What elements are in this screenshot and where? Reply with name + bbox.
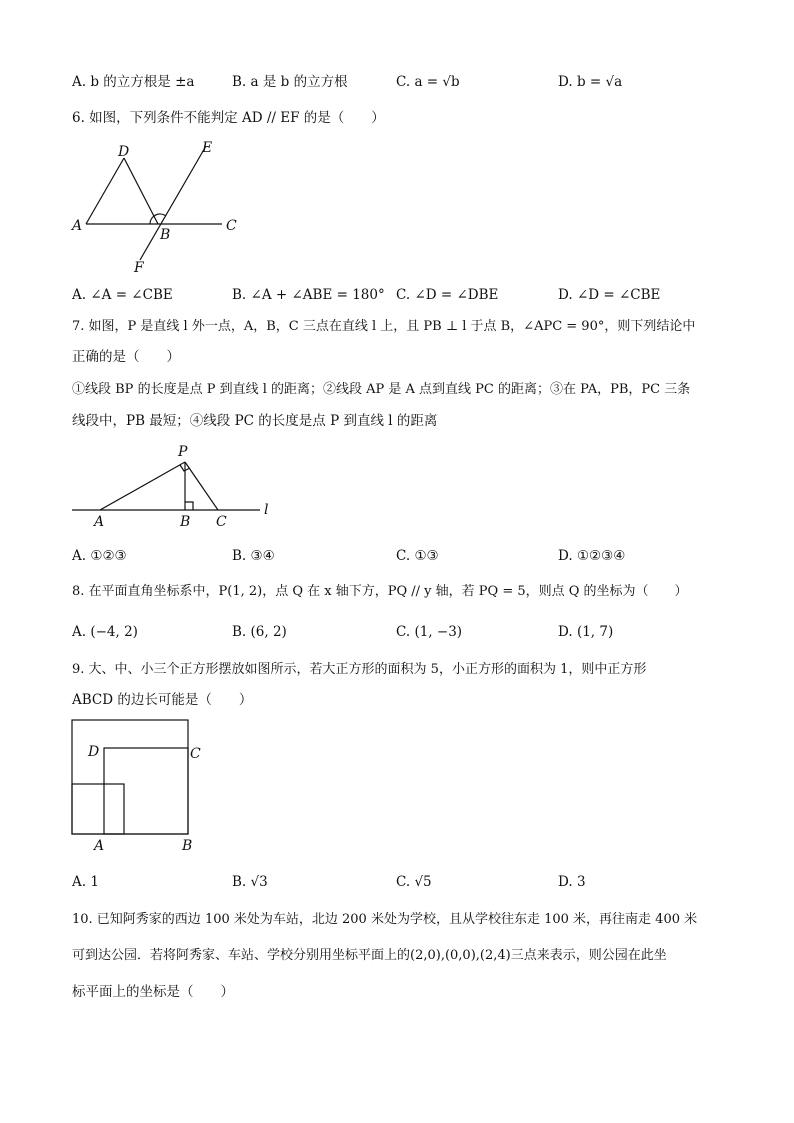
q9-figure (66, 716, 216, 856)
q6-option-b: B. ∠A + ∠ABE = 180° (232, 287, 385, 303)
q5-option-b: B. a 是 b 的立方根 (232, 74, 348, 90)
q7-option-c: C. ①③ (396, 548, 439, 564)
q8-stem: 8. 在平面直角坐标系中，P(1, 2)，点 Q 在 x 轴下方，PQ // y 轴，若 PQ = 5，则点 Q 的坐标为（ ） (72, 584, 688, 599)
q7-stem-line1: 7. 如图，P 是直线 l 外一点，A，B，C 三点在直线 l 上，且 PB ⊥ l 于点 B，∠APC = 90°，则下列结论中 (72, 319, 696, 334)
q6-label-f: F (134, 260, 144, 276)
q9-option-b: B. √3 (232, 874, 268, 890)
q5-option-c: C. a = √b (396, 74, 460, 90)
q10-stem-line2: 可到达公园．若将阿秀家、车站、学校分别用坐标平面上的(2,0),(0,0),(2,4)三点来表示，则公园在此坐 (72, 948, 667, 963)
q7-label-c: C (216, 514, 227, 530)
q7-right-angle-b (185, 502, 193, 510)
q6-label-b: B (160, 227, 171, 243)
q7-line-pc (185, 462, 218, 510)
q7-stem-line4: 线段中，PB 最短；④线段 PC 的长度是点 P 到直线 l 的距离 (72, 413, 438, 429)
q9-label-d: D (88, 744, 100, 760)
q9-option-a: A. 1 (72, 874, 99, 890)
q6-line-db (124, 158, 158, 224)
q5-option-d: D. b = √a (558, 74, 623, 90)
q9-stem-line1: 9. 大、中、小三个正方形摆放如图所示，若大正方形的面积为 5，小正方形的面积为 1，则中正方形 (72, 662, 647, 677)
q10-stem-line3: 标平面上的坐标是（ ） (72, 984, 234, 1000)
q6-option-d: D. ∠D = ∠CBE (558, 287, 661, 303)
q10-stem-line1: 10. 已知阿秀家的西边 100 米处为车站，北边 200 米处为学校，且从学校往东走 100 米，再往南走 400 米 (72, 912, 698, 927)
q9-label-c: C (190, 746, 201, 762)
q8-option-d: D. (1, 7) (558, 624, 614, 640)
q8-option-c: C. (1, −3) (396, 624, 463, 640)
q6-option-c: C. ∠D = ∠DBE (396, 287, 499, 303)
q9-option-d: D. 3 (558, 874, 586, 890)
q8-option-a: A. (−4, 2) (72, 624, 138, 640)
q7-option-b: B. ③④ (232, 548, 275, 564)
q9-small-square (72, 784, 124, 834)
q7-option-a: A. ①②③ (72, 548, 127, 564)
q7-line-ap (100, 462, 185, 510)
q6-label-c: C (226, 218, 237, 234)
q6-label-a: A (72, 218, 83, 234)
q7-label-l: l (264, 502, 269, 518)
q9-big-square (72, 720, 188, 834)
q7-label-b: B (180, 514, 191, 530)
q7-stem-line2: 正确的是（ ） (72, 349, 180, 365)
q7-option-d: D. ①②③④ (558, 548, 626, 564)
q6-label-e: E (202, 140, 213, 156)
q7-stem-line3: ①线段 BP 的长度是点 P 到直线 l 的距离；②线段 AP 是 A 点到直线 PC 的距离；③在 PA，PB，PC 三条 (72, 382, 691, 397)
q9-option-c: C. √5 (396, 874, 432, 890)
q5-option-a: A. b 的立方根是 ±a (72, 74, 195, 90)
q6-option-a: A. ∠A = ∠CBE (72, 287, 173, 303)
q7-label-a: A (94, 514, 105, 530)
q6-figure (70, 136, 250, 276)
q6-line-ad (86, 158, 124, 224)
q9-stem-line2: ABCD 的边长可能是（ ） (72, 692, 253, 708)
q9-label-a: A (94, 838, 105, 854)
q6-line-ef (140, 146, 206, 260)
q6-label-d: D (118, 144, 130, 160)
q6-stem: 6. 如图，下列条件不能判定 AD // EF 的是（ ） (72, 110, 385, 126)
q7-label-p: P (178, 444, 188, 460)
q9-medium-square (104, 748, 188, 834)
q7-figure (70, 440, 290, 532)
q8-option-b: B. (6, 2) (232, 624, 287, 640)
q9-label-b: B (182, 838, 193, 854)
